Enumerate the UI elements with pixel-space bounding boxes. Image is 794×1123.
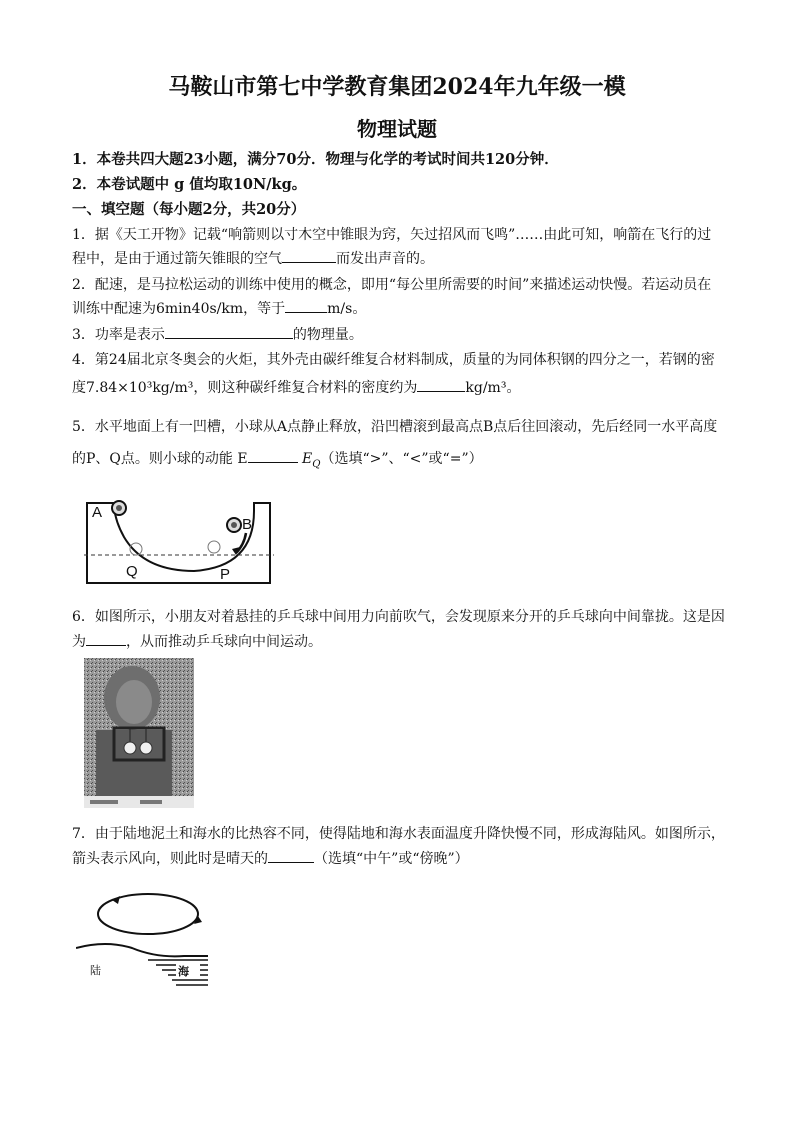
q5-eq-symbol: E bbox=[302, 451, 313, 467]
q3-post: 的物理量。 bbox=[292, 327, 363, 343]
label-sea: 海 bbox=[178, 965, 189, 978]
q1-line1: 1．据《天工开物》记载“响箭则以寸木空中锥眼为窍，矢过招风而飞鸣”……由此可知，响箭在飞行的过 bbox=[72, 227, 712, 243]
q3-answer-blank[interactable] bbox=[165, 324, 293, 339]
q4-line2-post: kg/m³。 bbox=[465, 380, 521, 396]
note-2: 2．本卷试题中 g 值均取10N/kg。 bbox=[72, 176, 307, 193]
label-a: A bbox=[92, 504, 103, 521]
q5-line2 bbox=[72, 448, 483, 470]
q2-answer-blank[interactable] bbox=[285, 298, 327, 313]
q7-answer-blank[interactable] bbox=[268, 848, 314, 863]
q7-line2-pre: 箭头表示风向，则此时是晴天的 bbox=[72, 851, 268, 867]
ball-at-p bbox=[208, 541, 220, 553]
q2-line2-post: m/s。 bbox=[327, 301, 367, 317]
q6-line1: 6．如图所示，小朋友对着悬挂的乒乓球中间用力向前吹气，会发现原来分开的乒乓球向中间靠拢。这是因 bbox=[72, 609, 725, 625]
q5-line2-tail: （选填“>”、“<”或“=”） bbox=[320, 451, 483, 467]
q2-line1: 2．配速，是马拉松运动的训练中使用的概念，即用“每公里所需要的时间”来描述运动快慢。若运动员在 bbox=[72, 277, 712, 293]
q5-line2-pre: 的P、Q点。则小球的动能 E bbox=[72, 451, 248, 467]
q1-line2-pre: 程中，是由于通过箭矢锥眼的空气 bbox=[72, 251, 282, 267]
note-1: 1．本卷共四大题23小题，满分70分．物理与化学的考试时间共120分钟． bbox=[72, 151, 559, 168]
label-land: 陆 bbox=[90, 964, 101, 977]
q7-line1: 7．由于陆地泥土和海水的比热容不同，使得陆地和海水表面温度升降快慢不同，形成海陆风。如图所示， bbox=[72, 826, 725, 842]
label-b: B bbox=[242, 516, 253, 533]
ping-pong-ball-right bbox=[140, 742, 152, 754]
q4-answer-blank[interactable] bbox=[417, 377, 465, 392]
q3-line bbox=[72, 324, 363, 344]
q2-line2 bbox=[72, 298, 366, 318]
q5-groove-figure bbox=[84, 497, 274, 587]
q6-line2-pre: 为 bbox=[72, 634, 86, 650]
q4-line2-pre: 度7.84×10³kg/m³，则这种碳纤维复合材料的密度约为 bbox=[72, 380, 418, 396]
q7-line2 bbox=[72, 848, 469, 868]
q7-line2-post: （选填“中午”或“傍晚”） bbox=[314, 851, 469, 867]
wind-arrow-top bbox=[112, 896, 120, 904]
section-heading: 一、填空题（每小题2分，共20分） bbox=[72, 201, 306, 218]
q4-line2 bbox=[72, 377, 520, 397]
land-surface bbox=[76, 944, 208, 956]
label-q: Q bbox=[126, 563, 138, 580]
q5-eq-subscript: Q bbox=[312, 458, 321, 470]
q6-answer-blank[interactable] bbox=[86, 631, 126, 646]
page-title: 马鞍山市第七中学教育集团2024年九年级一模 bbox=[168, 74, 626, 100]
q4-line1: 4．第24届北京冬奥会的火炬，其外壳由碳纤维复合材料制成，质量的为同体积钢的四分之一，若钢的密 bbox=[72, 352, 715, 368]
q3-pre: 3．功率是表示 bbox=[72, 327, 165, 343]
q5-answer-blank[interactable] bbox=[248, 448, 298, 463]
q6-line2 bbox=[72, 631, 322, 651]
label-p: P bbox=[220, 566, 231, 583]
q7-sea-land-breeze-figure bbox=[76, 886, 208, 990]
q5-line1: 5．水平地面上有一凹槽，小球从A点静止释放，沿凹槽滚到最高点B点后往回滚动，先后经同一水平高度 bbox=[72, 419, 718, 435]
q6-photo-child-blowing bbox=[84, 658, 194, 808]
ping-pong-ball-left bbox=[124, 742, 136, 754]
page-subtitle: 物理试题 bbox=[357, 117, 437, 141]
q2-line2-pre: 训练中配速为6min40s/km，等于 bbox=[72, 301, 286, 317]
q6-line2-post: ，从而推动乒乓球向中间运动。 bbox=[126, 634, 322, 650]
q1-line2-post: 而发出声音的。 bbox=[336, 251, 434, 267]
q1-answer-blank[interactable] bbox=[282, 248, 336, 263]
q1-line2 bbox=[72, 248, 434, 268]
